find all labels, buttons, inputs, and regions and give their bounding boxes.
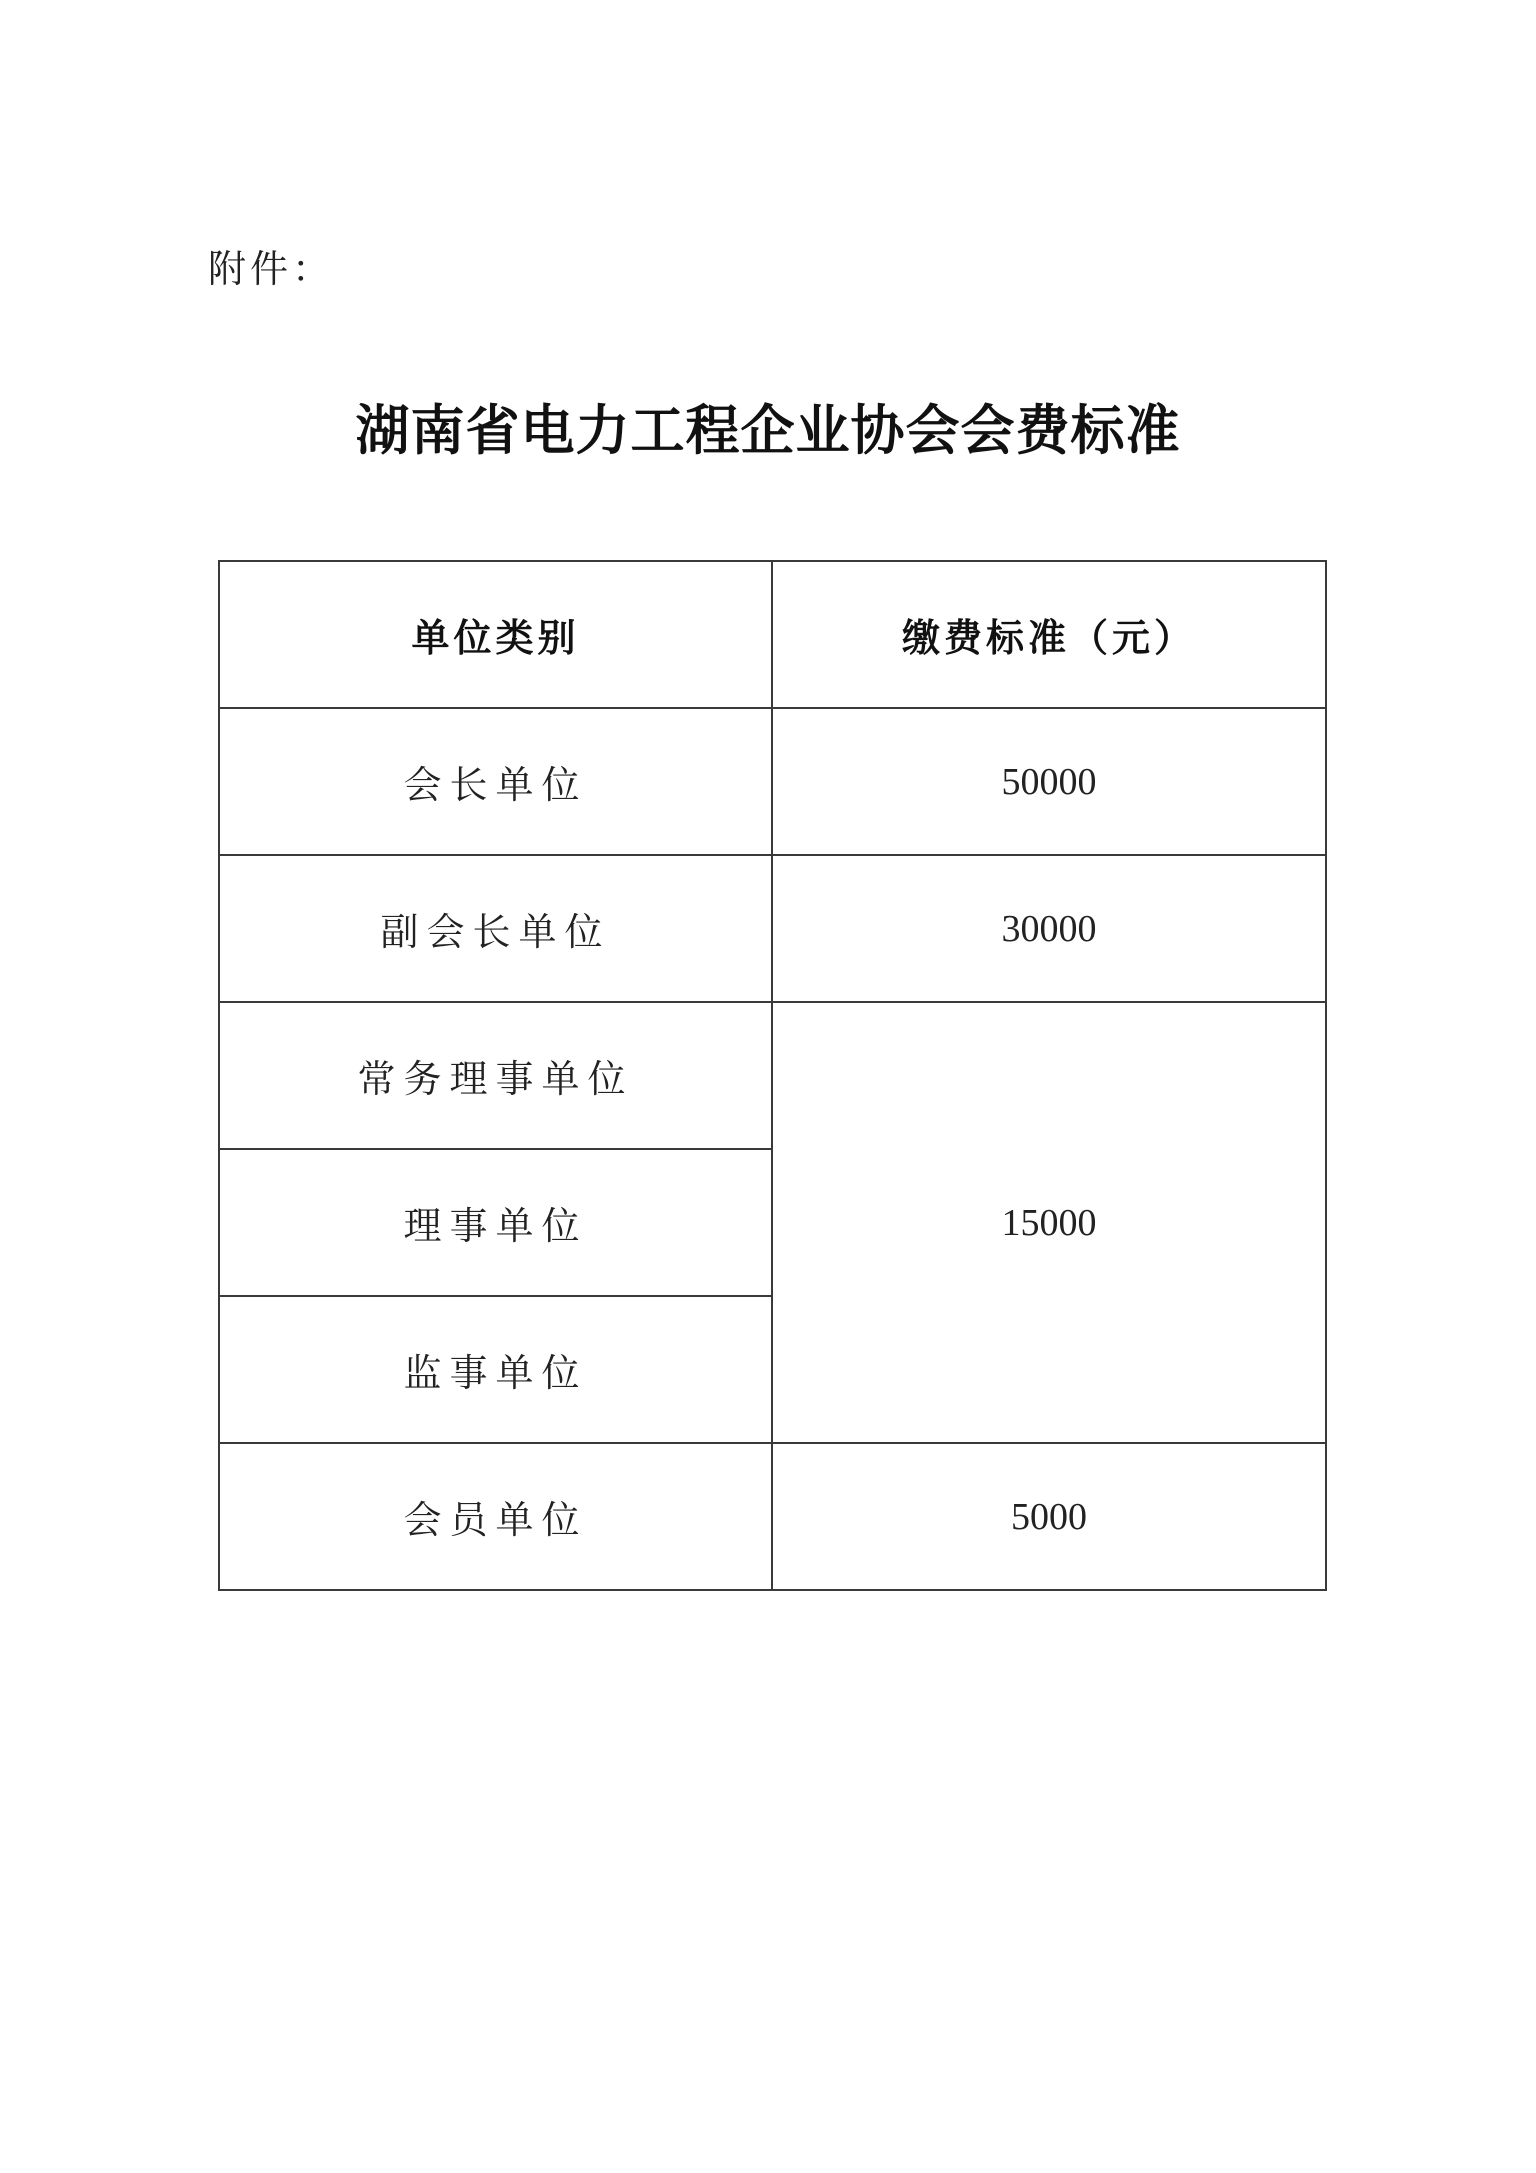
unit-category-cell: 会员单位 xyxy=(219,1443,772,1590)
fee-amount-cell-merged: 15000 xyxy=(772,1002,1326,1443)
fee-amount-cell: 5000 xyxy=(772,1443,1326,1590)
table-row xyxy=(219,1002,1326,1149)
unit-category-cell: 副会长单位 xyxy=(219,855,772,1002)
table-row xyxy=(219,855,1326,1002)
table-row xyxy=(219,1443,1326,1590)
fee-standard-table xyxy=(218,560,1327,1591)
header-fee-standard: 缴费标准（元） xyxy=(772,561,1326,708)
header-unit-category: 单位类别 xyxy=(219,561,772,708)
unit-category-cell: 监事单位 xyxy=(219,1296,772,1443)
table-row xyxy=(219,708,1326,855)
attachment-label: 附件： xyxy=(208,247,335,291)
table-header-row xyxy=(219,561,1326,708)
unit-category-cell: 理事单位 xyxy=(219,1149,772,1296)
document-title: 湖南省电力工程企业协会会费标准 xyxy=(355,398,1181,462)
fee-amount-cell: 50000 xyxy=(772,708,1326,855)
fee-amount-cell: 30000 xyxy=(772,855,1326,1002)
unit-category-cell: 常务理事单位 xyxy=(219,1002,772,1149)
unit-category-cell: 会长单位 xyxy=(219,708,772,855)
